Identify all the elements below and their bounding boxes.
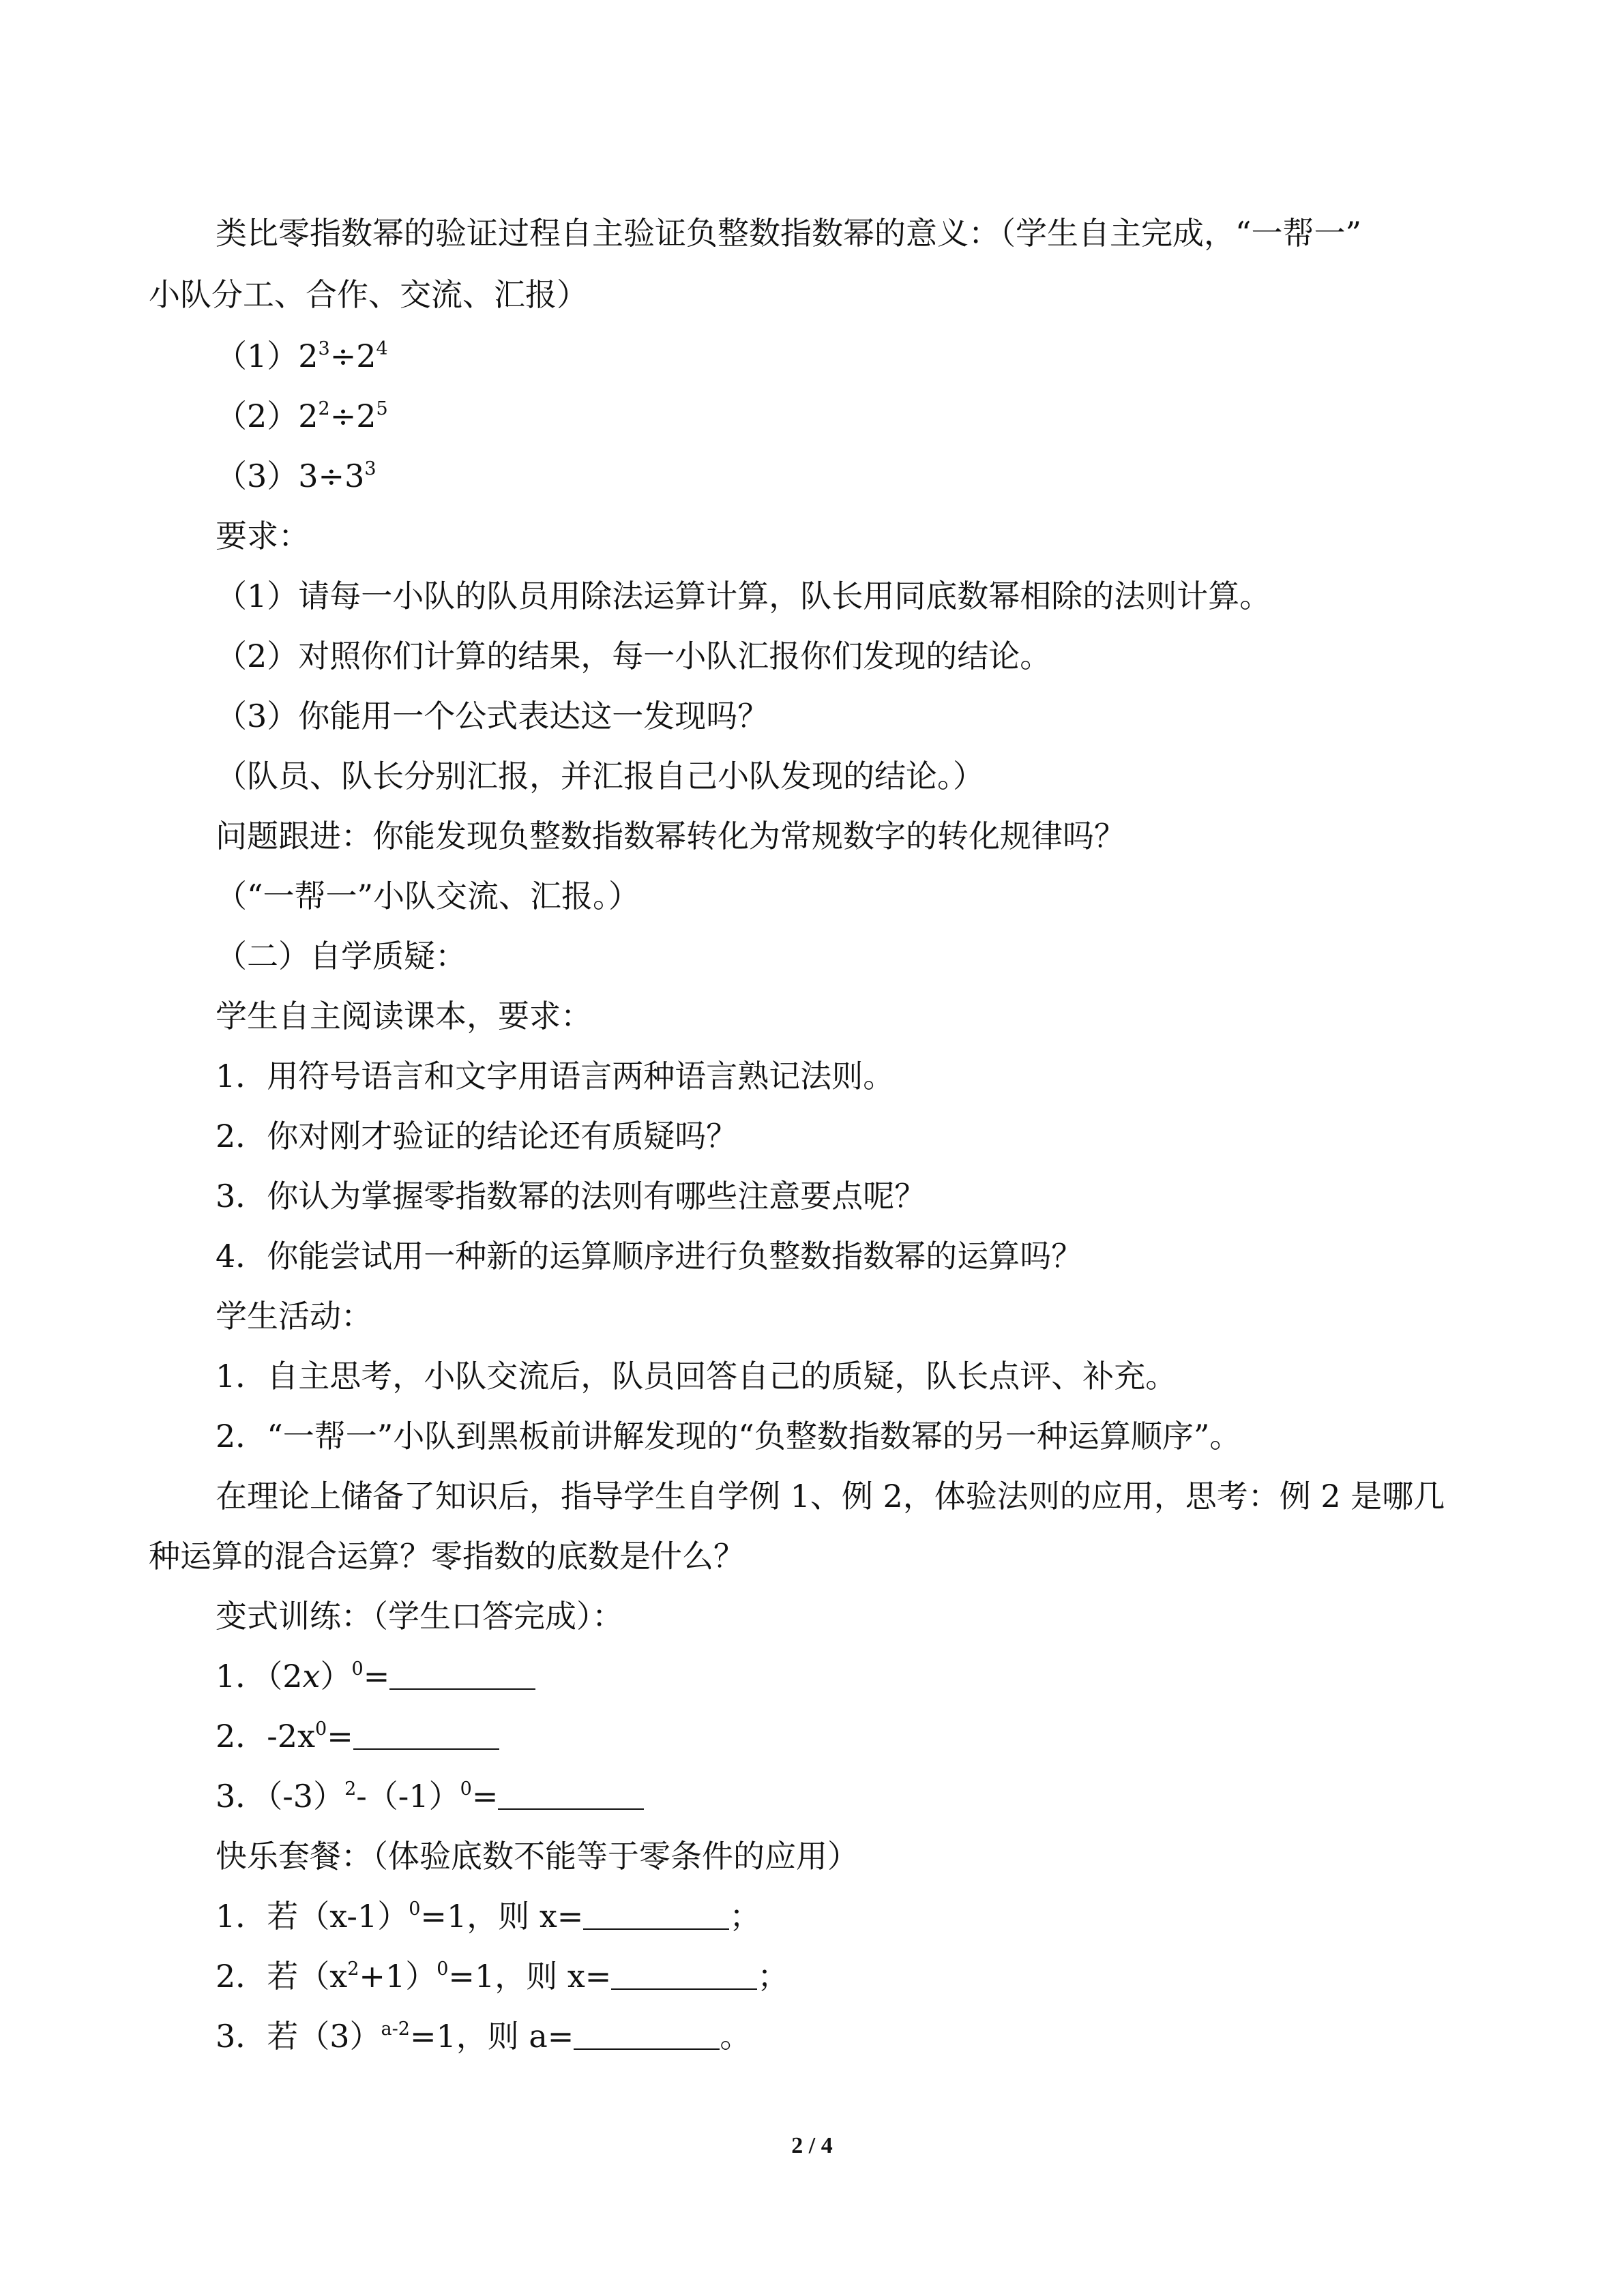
self-study-item-4: 4．你能尝试用一种新的运算顺序进行负整数指数幂的运算吗？ (216, 1238, 1083, 1274)
paragraph-intro-line2: 小队分工、合作、交流、汇报） (149, 276, 588, 313)
exercise-1: $(1)2^3\div 2^4$ (216, 338, 388, 374)
happy-item-3: 3．若$(3)^{a-2}=1$，则 a= 。 (216, 2018, 752, 2055)
self-study-item-2: 2．你对刚才验证的结论还有质疑吗？ (216, 1118, 738, 1154)
exercise-3: $(3)3\div 3^3$ (216, 458, 377, 494)
self-read-instruction: 学生自主阅读课本，要求： (216, 998, 592, 1034)
self-study-item-3: 3．你认为掌握零指数幂的法则有哪些注意要点呢？ (216, 1178, 926, 1214)
follow-up-note: （“一帮一”小队交流、汇报。） (216, 878, 640, 914)
variant-item-2: 2．$-2x^0=$ (216, 1716, 499, 1757)
answer-blank (583, 1898, 729, 1930)
answer-blank (389, 1658, 535, 1690)
activity-1: 1．自主思考，小队交流后，队员回答自己的质疑，队长点评、补充。 (216, 1358, 1177, 1395)
answer-blank (353, 1718, 499, 1750)
self-study-item-1: 1．用符号语言和文字用语言两种语言熟记法则。 (216, 1058, 895, 1094)
follow-up-question: 问题跟进：你能发现负整数指数幂转化为常规数字的转化规律吗？ (216, 818, 1125, 854)
requirement-1: （1）请每一小队的队员用除法运算计算，队长用同底数幂相除的法则计算。 (216, 578, 1271, 614)
guidance-line1: 在理论上储备了知识后，指导学生自学例 1、例 2，体验法则的应用，思考：例 2 是哪几 (216, 1478, 1445, 1515)
requirement-note: （队员、队长分别汇报，并汇报自己小队发现的结论。） (216, 758, 984, 794)
answer-blank (498, 1778, 644, 1810)
guidance-line2: 种运算的混合运算？零指数的底数是什么？ (149, 1538, 745, 1575)
answer-blank (611, 1958, 757, 1990)
variant-training-title: 变式训练：（学生口答完成）： (216, 1598, 623, 1635)
happy-set-title: 快乐套餐：（体验底数不能等于零条件的应用） (216, 1838, 859, 1875)
requirements-title: 要求： (216, 518, 310, 554)
section-heading-self-study: （二）自学质疑： (216, 938, 467, 974)
exercise-2: $(2)2^2\div 2^5$ (216, 398, 388, 434)
requirement-3: （3）你能用一个公式表达这一发现吗？ (216, 698, 769, 734)
answer-blank (574, 2018, 720, 2050)
happy-item-1: 1．若$(x-1)^0=1$，则 x= ； (216, 1898, 761, 1935)
happy-item-2: 2．若$(x^2+1)^0=1$，则 x= ； (216, 1958, 789, 1995)
paragraph-intro-line1: 类比零指数幂的验证过程自主验证负整数指数幂的意义：（学生自主完成，“一帮一” (216, 215, 1362, 252)
requirement-2: （2）对照你们计算的结果，每一小队汇报你们发现的结论。 (216, 638, 1052, 674)
page-number: 2 / 4 (791, 2133, 833, 2158)
variant-item-1: 1．$(2x)^0=$ (216, 1656, 535, 1697)
activity-2: 2．“一帮一”小队到黑板前讲解发现的“负整数指数幂的另一种运算顺序”。 (216, 1418, 1241, 1455)
variant-item-3: 3．$(-3)^2-(-1)^0=$ (216, 1776, 644, 1817)
activity-title: 学生活动： (216, 1298, 372, 1335)
